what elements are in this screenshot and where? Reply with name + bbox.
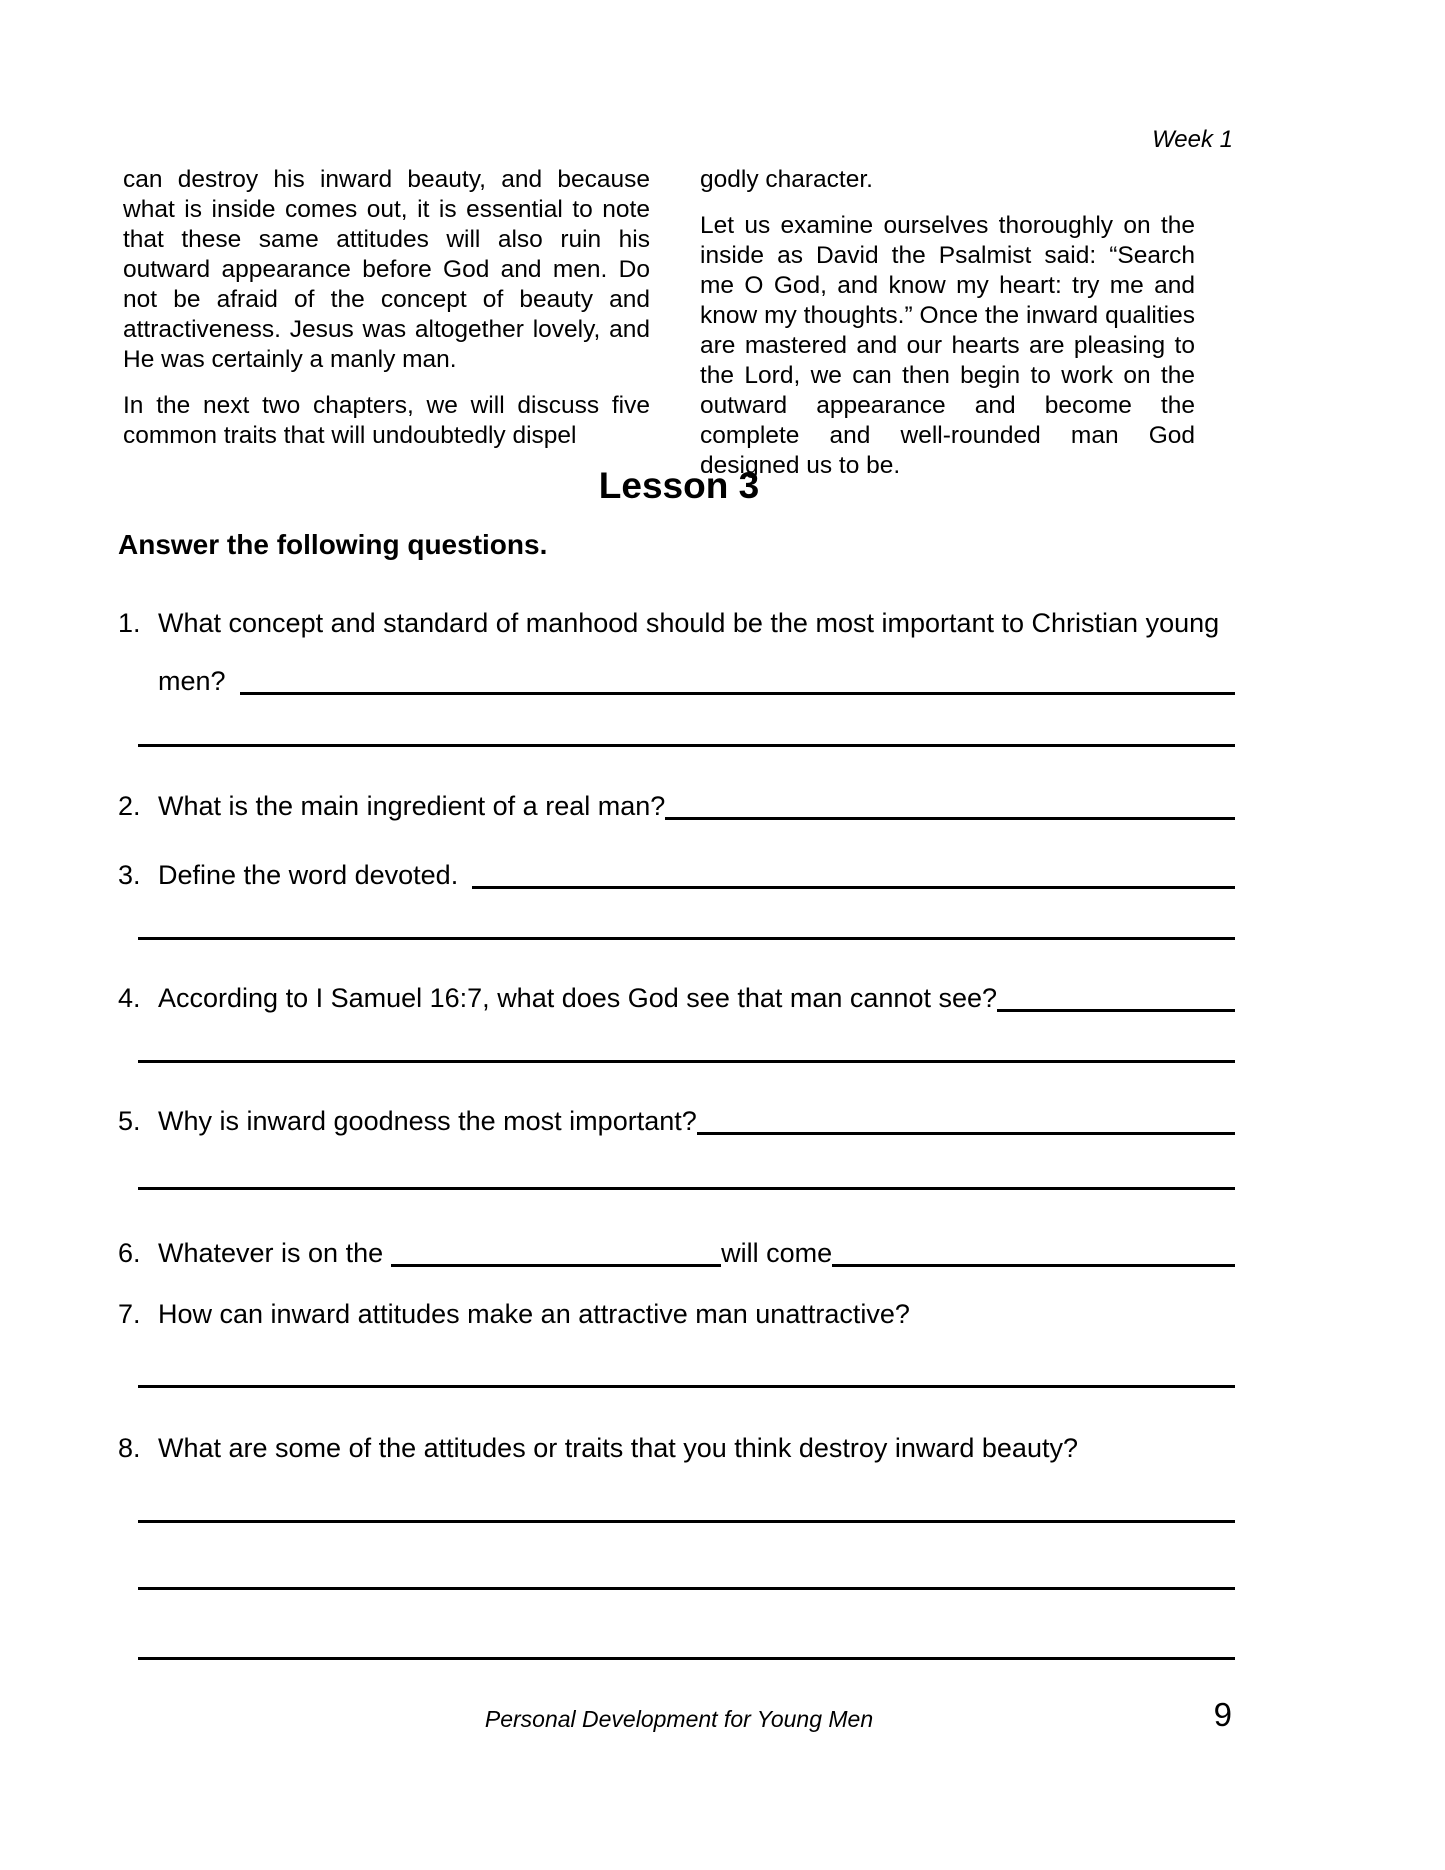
answer-line [138, 1060, 1235, 1063]
answer-line [391, 1236, 721, 1267]
question-text: What are some of the attitudes or traits that you think destroy inward beauty? [158, 1433, 1078, 1463]
answer-line [997, 981, 1235, 1012]
page-number: 9 [1213, 1696, 1232, 1733]
answer-line [138, 937, 1235, 940]
question-number: 8. [118, 1433, 141, 1463]
answer-line [832, 1236, 1235, 1267]
question-text: According to I Samuel 16:7, what does God see that man cannot see? [158, 983, 998, 1013]
question-text: Define the word devoted. [158, 860, 459, 890]
answer-line [697, 1104, 1235, 1135]
question-text: Whatever is on the [158, 1238, 384, 1268]
answer-line [138, 1520, 1235, 1523]
intro-paragraph: Let us examine ourselves thoroughly on the inside as David the Psalmist said: “Search me O God, and know my heart: try me and know my thoughts.” Once the inward qualities are mastered and our hearts are pleasing to the Lord, we can then begin to work on the outward appearance and become the complete and well-rounded man God designed us to be. [700, 212, 1195, 479]
question-number: 1. [118, 608, 141, 638]
question-number: 3. [118, 860, 141, 890]
intro-columns [123, 165, 1195, 497]
answer-line [138, 1657, 1235, 1660]
question-7 [118, 1297, 1235, 1331]
answer-line [138, 1187, 1235, 1190]
question-1 [118, 606, 1235, 640]
question-number: 6. [118, 1238, 141, 1268]
question-2 [118, 789, 1235, 823]
question-8 [118, 1431, 1235, 1465]
answer-line [138, 1385, 1235, 1388]
answer-line [240, 664, 1235, 695]
question-number: 7. [118, 1299, 141, 1329]
question-text: will come [721, 1238, 833, 1268]
answer-line [138, 1587, 1235, 1590]
question-4 [118, 981, 1235, 1015]
question-number: 2. [118, 791, 141, 821]
question-3 [118, 858, 1235, 892]
question-text: men? [158, 666, 226, 696]
instructions-label: Answer the following questions. [118, 529, 548, 560]
question-1-continued [118, 664, 1235, 698]
answer-line [138, 744, 1235, 747]
question-text: What is the main ingredient of a real man? [158, 791, 666, 821]
intro-right-column [700, 165, 1195, 497]
footer-book-title: Personal Development for Young Men [484, 1706, 874, 1732]
question-text: How can inward attitudes make an attractive man unattractive? [158, 1299, 910, 1329]
intro-paragraph: godly character. [700, 166, 873, 193]
question-text: Why is inward goodness the most important? [158, 1106, 697, 1136]
question-6 [118, 1236, 1235, 1270]
intro-paragraph: can destroy his inward beauty, and because what is inside comes out, it is essential to note that these same attitudes will also ruin his outward appearance before God and men. Do not be afraid of the concept of beauty and attractiveness. Jesus was altogether lovely, and He was certainly a manly man. [123, 166, 650, 373]
question-number: 4. [118, 983, 141, 1013]
week-label: Week 1 [1152, 126, 1233, 153]
answer-line [665, 789, 1235, 820]
question-text: What concept and standard of manhood should be the most important to Christian young [158, 608, 1220, 638]
lesson-heading: Lesson 3 [598, 465, 760, 506]
answer-line [472, 858, 1235, 889]
question-5 [118, 1104, 1235, 1138]
question-number: 5. [118, 1106, 141, 1136]
intro-paragraph: In the next two chapters, we will discuss five common traits that will undoubtedly dispel [123, 392, 650, 449]
intro-left-column [123, 165, 650, 497]
